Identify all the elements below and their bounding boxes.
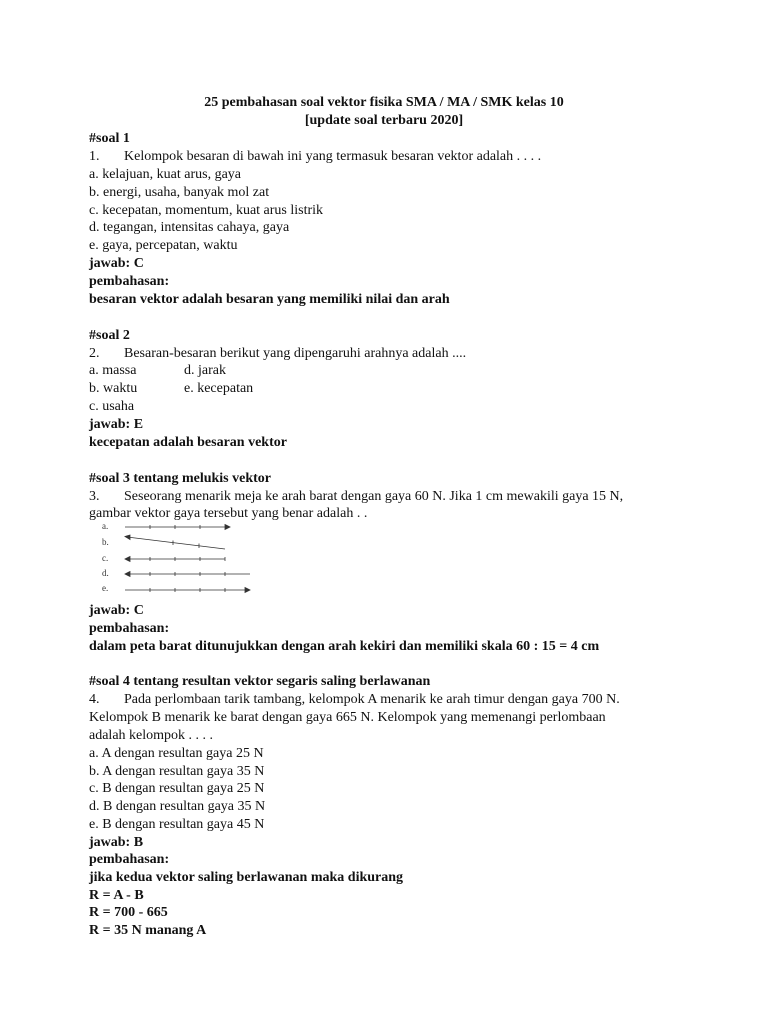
soal3-heading: #soal 3 tentang melukis vektor xyxy=(89,471,271,486)
soal1-option-a: a. kelajuan, kuat arus, gaya xyxy=(89,167,241,182)
figure-label-c: c. xyxy=(102,553,109,563)
soal2-answer: jawab: E xyxy=(89,417,144,432)
title-line-1: 25 pembahasan soal vektor fisika SMA / MA / SMK kelas 10 xyxy=(204,95,564,110)
soal4-question-line1 xyxy=(89,691,620,709)
vector-d-arrow xyxy=(125,572,250,577)
soal1-option-e: e. gaya, percepatan, waktu xyxy=(89,238,238,253)
figure-label-e: e. xyxy=(102,583,109,593)
vector-c-arrow xyxy=(125,557,225,562)
soal1-option-c: c. kecepatan, momentum, kuat arus listrik xyxy=(89,203,324,218)
figure-label-a: a. xyxy=(102,521,109,531)
soal4-heading: #soal 4 tentang resultan vektor segaris saling berlawanan xyxy=(89,674,431,689)
soal4-number: 4. xyxy=(89,692,100,707)
vector-a-arrow xyxy=(125,525,230,530)
figure-label-b: b. xyxy=(102,537,109,547)
soal4-option-a: a. A dengan resultan gaya 25 N xyxy=(89,746,264,761)
soal2-number: 2. xyxy=(89,346,100,361)
soal4-option-c: c. B dengan resultan gaya 25 N xyxy=(89,781,265,796)
soal3-question-line1 xyxy=(89,488,623,506)
soal2-question-text: Besaran-besaran berikut yang dipengaruhi arahnya adalah .... xyxy=(124,346,467,361)
soal3-pembahasan-label: pembahasan: xyxy=(89,621,170,636)
soal4-question-line3: adalah kelompok . . . . xyxy=(89,728,214,743)
soal2-pembahasan: kecepatan adalah besaran vektor xyxy=(89,435,287,450)
soal1-option-b: b. energi, usaha, banyak mol zat xyxy=(89,185,270,200)
soal1-number: 1. xyxy=(89,149,100,164)
soal2-option-d: d. jarak xyxy=(184,363,226,378)
soal3-number: 3. xyxy=(89,489,100,504)
soal4-question-text: Pada perlombaan tarik tambang, kelompok A menarik ke arah timur dengan gaya 700 N. xyxy=(124,692,620,707)
soal3-question-text: Seseorang menarik meja ke arah barat dengan gaya 60 N. Jika 1 cm mewakili gaya 15 N, xyxy=(124,489,624,504)
soal4-answer: jawab: B xyxy=(89,835,144,850)
soal3-question-line2: gambar vektor gaya tersebut yang benar adalah . . xyxy=(89,506,368,521)
soal4-option-b: b. A dengan resultan gaya 35 N xyxy=(89,764,265,779)
soal3-answer: jawab: C xyxy=(89,603,144,618)
soal2-option-e: e. kecepatan xyxy=(184,381,254,396)
soal1-pembahasan: besaran vektor adalah besaran yang memiliki nilai dan arah xyxy=(89,292,450,307)
soal1-answer: jawab: C xyxy=(89,256,144,271)
soal2-heading: #soal 2 xyxy=(89,328,130,343)
figure-label-d: d. xyxy=(102,568,109,578)
soal1-pembahasan-label: pembahasan: xyxy=(89,274,170,289)
soal4-question-line2: Kelompok B menarik ke barat dengan gaya 665 N. Kelompok yang memenangi perlombaan xyxy=(89,710,606,725)
soal4-pembahasan-line-2: R = A - B xyxy=(89,888,144,903)
vector-options-figure xyxy=(95,520,265,598)
soal1-question xyxy=(89,148,541,166)
soal4-pembahasan-label: pembahasan: xyxy=(89,852,170,867)
soal4-pembahasan-line-1: jika kedua vektor saling berlawanan maka dikurang xyxy=(89,870,404,885)
soal1-option-d: d. tegangan, intensitas cahaya, gaya xyxy=(89,220,290,235)
soal1-heading: #soal 1 xyxy=(89,131,130,146)
soal4-option-e: e. B dengan resultan gaya 45 N xyxy=(89,817,265,832)
soal2-option-c: c. usaha xyxy=(89,399,135,414)
vector-e-arrow xyxy=(125,588,250,593)
vector-b-arrow xyxy=(125,535,225,549)
soal4-option-d: d. B dengan resultan gaya 35 N xyxy=(89,799,266,814)
soal2-option-a: a. massa xyxy=(89,363,137,378)
soal1-question-text: Kelompok besaran di bawah ini yang termasuk besaran vektor adalah . . . . xyxy=(124,149,542,164)
soal2-option-b: b. waktu xyxy=(89,381,138,396)
soal4-pembahasan-line-4: R = 35 N manang A xyxy=(89,923,207,938)
soal3-pembahasan: dalam peta barat ditunujukkan dengan arah kekiri dan memiliki skala 60 : 15 = 4 cm xyxy=(89,639,600,654)
soal4-pembahasan-line-3: R = 700 - 665 xyxy=(89,905,168,920)
title-line-2: [update soal terbaru 2020] xyxy=(304,113,464,128)
soal2-question xyxy=(89,345,466,363)
